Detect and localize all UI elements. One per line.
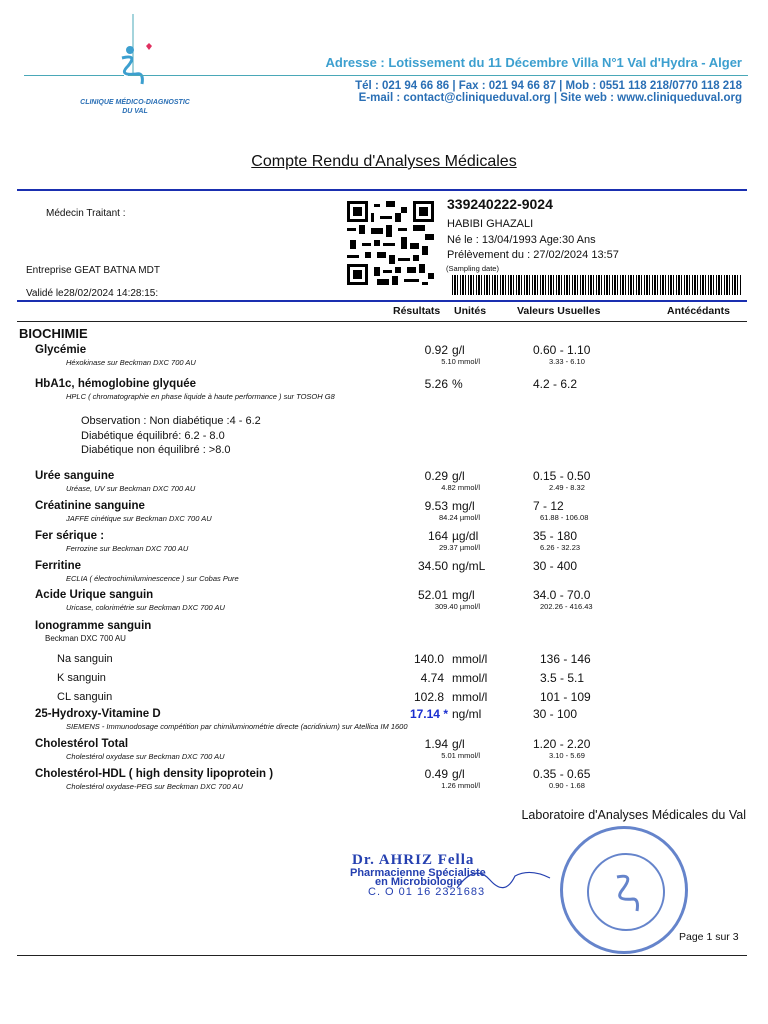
validated-date: Validé le28/02/2024 14:28:15: xyxy=(26,288,159,299)
test-name: Créatinine sanguine xyxy=(35,500,145,512)
iono-item-value: 140.0 xyxy=(413,652,444,666)
clinic-logo xyxy=(108,14,158,94)
sampling-date: Prélèvement du : 27/02/2024 13:57 xyxy=(447,249,619,261)
test-value-si: 29.37 µmol/l xyxy=(438,543,480,552)
patient-name: HABIBI GHAZALI xyxy=(447,218,534,230)
note-line: Diabétique équilibré: 6.2 - 8.0 xyxy=(81,429,225,442)
test-name: Urée sanguine xyxy=(35,470,115,482)
barcode-icon xyxy=(452,275,742,295)
test-value: 164 xyxy=(427,529,448,543)
test-ref: 7 - 12 xyxy=(533,499,564,513)
test-ref: 1.20 - 2.20 xyxy=(533,737,591,751)
test-unit: g/l xyxy=(452,767,465,781)
doctor-label: Médecin Traitant : xyxy=(46,208,126,219)
clinic-name-line1: CLINIQUE MÉDICO-DIAGNOSTIC xyxy=(80,99,190,106)
section-title: BIOCHIMIE xyxy=(19,326,88,341)
iono-item-ref: 101 - 109 xyxy=(540,690,591,704)
patient-birth: Né le : 13/04/1993 Age:30 Ans xyxy=(447,234,596,246)
clinic-name xyxy=(60,98,210,116)
test-value: 52.01 xyxy=(417,588,448,602)
test-ref: 30 - 100 xyxy=(533,707,578,721)
test-ref-si: 3.10 - 5.69 xyxy=(549,751,585,760)
test-unit: mg/l xyxy=(452,588,475,602)
test-value: 34.50 xyxy=(417,559,448,573)
footer-rule xyxy=(17,955,747,956)
test-method: SIEMENS - Immunodosage compétition par chimiluminométrie directe (acridinium) sur Atellica IM 1600 xyxy=(66,722,408,731)
clinic-address: Adresse : Lotissement du 11 Décembre Villa N°1 Val d'Hydra - Alger xyxy=(325,55,742,70)
iono-item-name: Na sanguin xyxy=(57,653,113,665)
iono-item-value: 4.74 xyxy=(420,671,444,685)
test-value-si: 5.10 mmol/l xyxy=(441,357,480,366)
test-ref: 0.35 - 0.65 xyxy=(533,767,591,781)
test-ref-si: 61.88 - 106.08 xyxy=(540,513,589,522)
iono-item-unit: mmol/l xyxy=(452,690,488,704)
header-rule xyxy=(17,321,747,322)
test-method: HPLC ( chromatographie en phase liquide à haute performance ) sur TOSOH G8 xyxy=(66,392,335,401)
test-value: 1.94 xyxy=(424,737,448,751)
test-method: JAFFE cinétique sur Beckman DXC 700 AU xyxy=(66,514,212,523)
test-ref: 4.2 - 6.2 xyxy=(533,377,578,391)
test-ref-si: 3.33 - 6.10 xyxy=(549,357,585,366)
test-value: 0.92 xyxy=(424,343,448,357)
test-name: Cholestérol-HDL ( high density lipoprotein ) xyxy=(35,768,274,780)
test-method: Héxokinase sur Beckman DXC 700 AU xyxy=(66,358,196,367)
iono-item-name: CL sanguin xyxy=(57,691,113,703)
test-value: 9.53 xyxy=(424,499,448,513)
test-value-si: 309.40 µmol/l xyxy=(434,602,480,611)
clinic-name-line2: DU VAL xyxy=(122,108,148,115)
test-value-si: 5.01 mmol/l xyxy=(441,751,480,760)
test-ref-si: 6.26 - 32.23 xyxy=(540,543,581,552)
header-rule-right xyxy=(128,75,748,76)
test-unit: g/l xyxy=(452,343,465,357)
sampling-note: (Sampling date) xyxy=(446,264,499,273)
signature-name: Dr. AHRIZ Fella xyxy=(352,852,475,868)
iono-item-ref: 136 - 146 xyxy=(540,652,591,666)
col-units: Unités xyxy=(454,305,487,317)
col-ref: Valeurs Usuelles xyxy=(517,305,601,317)
test-name: Cholestérol Total xyxy=(35,738,129,750)
signature-title1: Pharmacienne Spécialiste xyxy=(350,867,486,879)
page-title: Compte Rendu d'Analyses Médicales xyxy=(251,153,517,170)
iono-item-ref: 3.5 - 5.1 xyxy=(540,671,585,685)
iono-item-unit: mmol/l xyxy=(452,671,488,685)
test-method: Uricase, colorimétrie sur Beckman DXC 700 AU xyxy=(66,603,225,612)
test-name: Ferritine xyxy=(35,560,82,572)
clinic-contact: Tél : 021 94 66 86 | Fax : 021 94 66 87 | Mob : 0551 118 218/0770 118 218 xyxy=(355,80,742,92)
test-name: Glycémie xyxy=(35,344,87,356)
clinic-web: E-mail : contact@cliniqueduval.org | Site web : www.cliniqueduval.org xyxy=(358,92,742,104)
page-number: Page 1 sur 3 xyxy=(679,931,739,943)
clinic-stamp-icon xyxy=(560,826,688,954)
test-value: 0.49 xyxy=(424,767,448,781)
patient-rule xyxy=(17,300,747,302)
note-line: Diabétique non équilibré : >8.0 xyxy=(81,444,231,456)
test-method: ECLIA ( électrochimiluminescence ) sur Cobas Pure xyxy=(66,574,239,583)
test-name: HbA1c, hémoglobine glyquée xyxy=(35,378,197,390)
test-value-si: 84.24 µmol/l xyxy=(438,513,480,522)
test-value-si: 4.82 mmol/l xyxy=(441,483,480,492)
test-ref: 30 - 400 xyxy=(533,559,578,573)
test-value: 17.14 * xyxy=(409,707,448,721)
iono-name: Ionogramme sanguin xyxy=(35,620,152,632)
lab-name: Laboratoire d'Analyses Médicales du Val xyxy=(521,808,746,822)
header-rule-left xyxy=(24,75,124,76)
note-line: Observation : Non diabétique :4 - 6.2 xyxy=(81,415,261,427)
qr-code-icon xyxy=(347,201,434,285)
iono-item-unit: mmol/l xyxy=(452,652,488,666)
test-name: Fer sérique : xyxy=(35,530,105,542)
test-ref: 34.0 - 70.0 xyxy=(533,588,591,602)
test-method: Uréase, UV sur Beckman DXC 700 AU xyxy=(66,484,196,493)
test-ref: 35 - 180 xyxy=(533,529,578,543)
signature-code: C. O 01 16 2321683 xyxy=(368,886,486,898)
test-ref: 0.60 - 1.10 xyxy=(533,343,591,357)
test-ref: 0.15 - 0.50 xyxy=(533,469,591,483)
test-name: 25-Hydroxy-Vitamine D xyxy=(35,708,161,720)
col-history: Antécédants xyxy=(667,305,731,317)
test-method: Cholestérol oxydase sur Beckman DXC 700 AU xyxy=(66,752,225,761)
test-unit: µg/dl xyxy=(452,529,479,543)
col-results: Résultats xyxy=(393,305,441,317)
test-unit: g/l xyxy=(452,469,465,483)
top-rule xyxy=(17,189,747,191)
patient-id: 339240222-9024 xyxy=(447,196,553,212)
test-method: Cholestérol oxydase-PEG sur Beckman DXC 700 AU xyxy=(66,782,243,791)
hba1c-notes xyxy=(81,414,261,458)
iono-item-value: 102.8 xyxy=(413,690,444,704)
test-method: Ferrozine sur Beckman DXC 700 AU xyxy=(66,544,189,553)
test-unit: ng/ml xyxy=(452,707,482,721)
test-unit: % xyxy=(452,377,463,391)
test-value: 0.29 xyxy=(424,469,448,483)
test-value-si: 1.26 mmol/l xyxy=(441,781,480,790)
test-unit: ng/mL xyxy=(452,559,486,573)
test-ref-si: 2.49 - 8.32 xyxy=(549,483,585,492)
test-value: 5.26 xyxy=(424,377,448,391)
company: Entreprise GEAT BATNA MDT xyxy=(26,265,160,276)
signature-scribble-icon xyxy=(455,858,555,903)
test-name: Acide Urique sanguin xyxy=(35,589,154,601)
signature-title2: en Microbiologie xyxy=(375,876,463,888)
test-ref-si: 202.26 - 416.43 xyxy=(540,602,593,611)
test-ref-si: 0.90 - 1.68 xyxy=(549,781,585,790)
iono-method: Beckman DXC 700 AU xyxy=(45,634,126,643)
test-unit: g/l xyxy=(452,737,465,751)
test-unit: mg/l xyxy=(452,499,475,513)
iono-item-name: K sanguin xyxy=(57,672,106,684)
